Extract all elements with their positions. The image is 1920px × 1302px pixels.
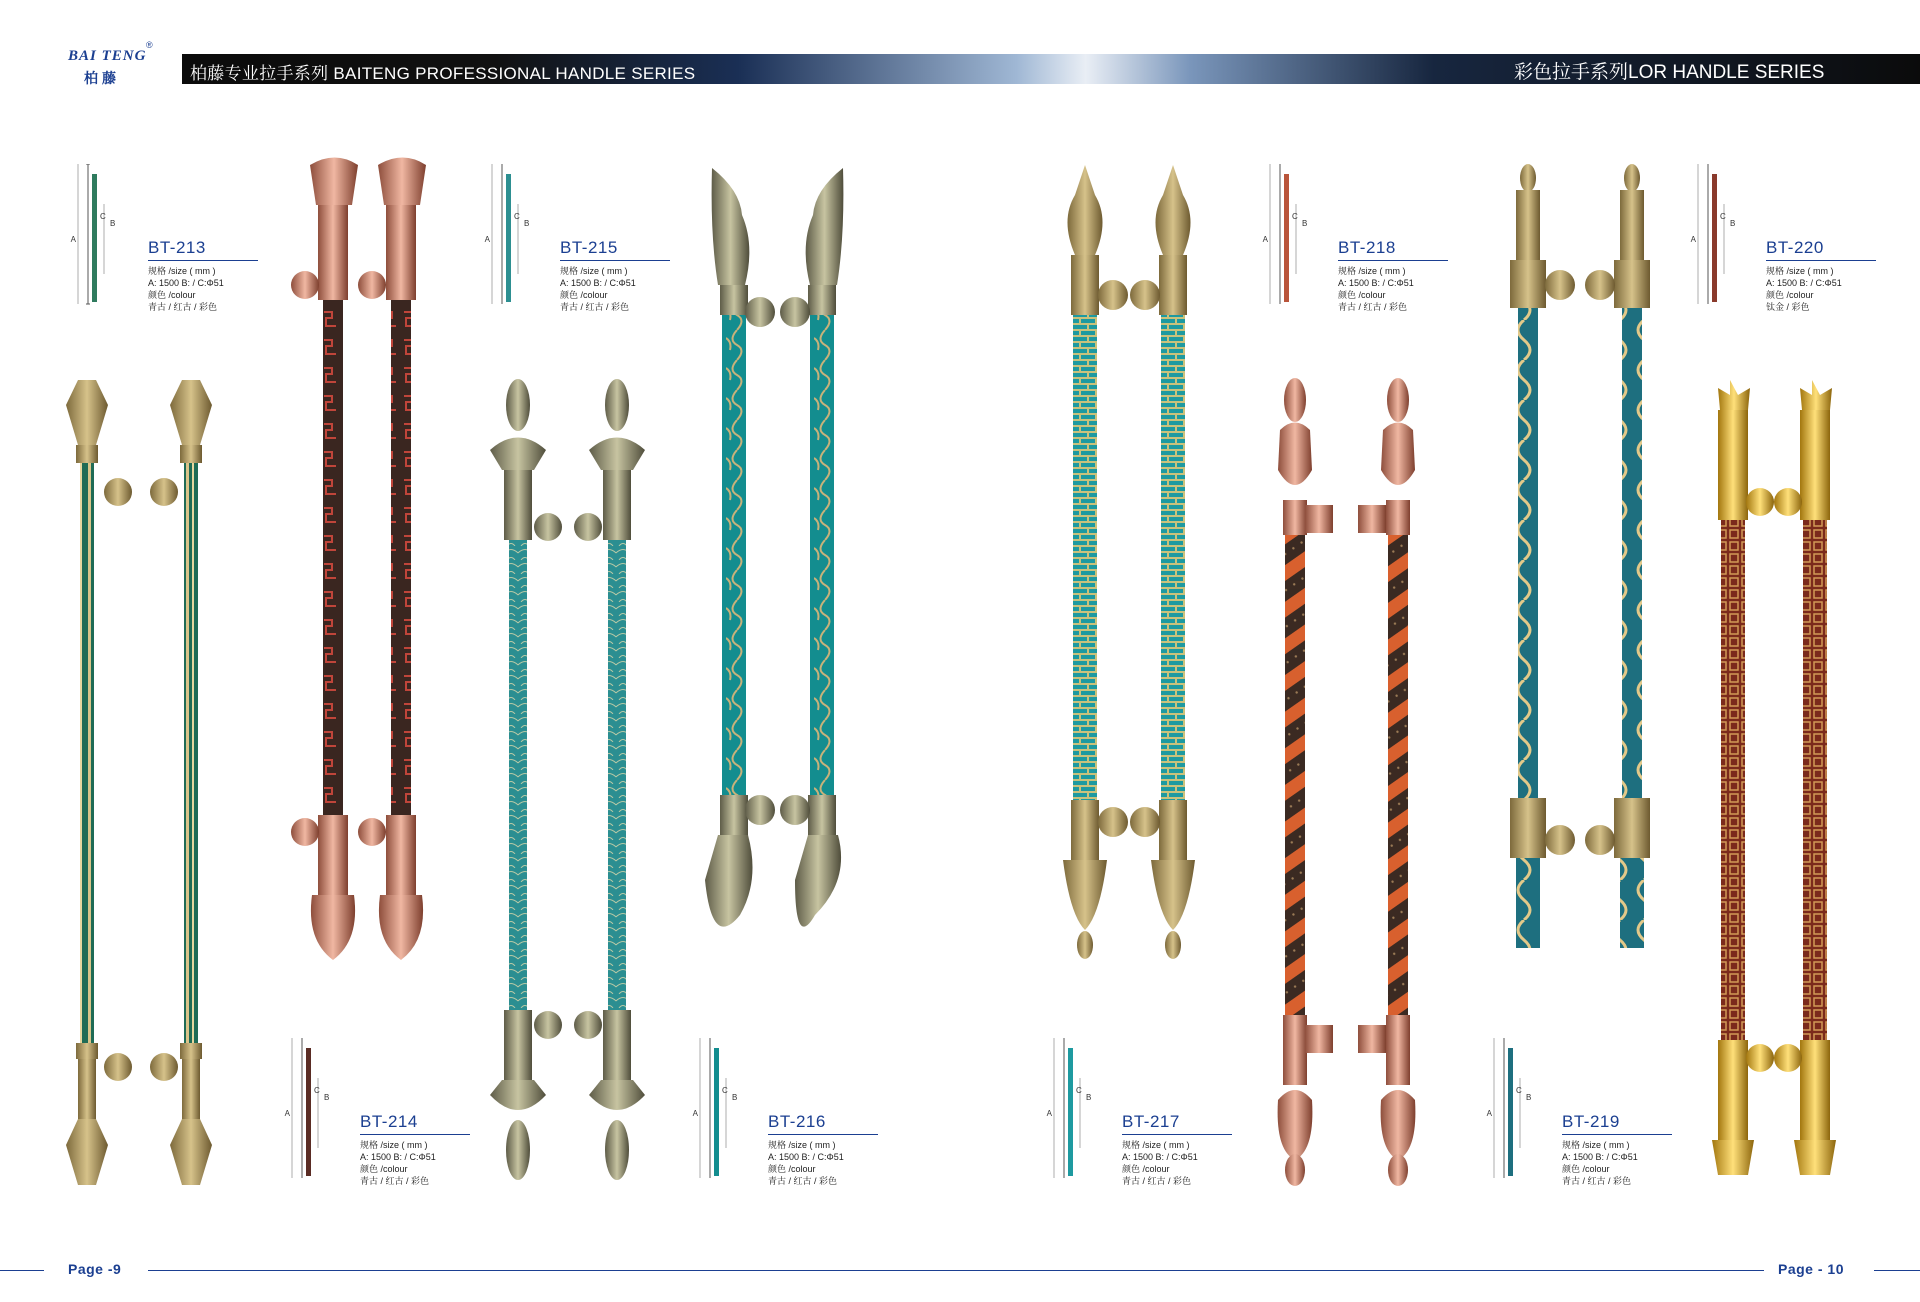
size-value: A: 1500 B: / C:Φ51 (1562, 1152, 1638, 1162)
dim-label-c: C (100, 212, 106, 221)
dim-label-b: B (1086, 1093, 1092, 1102)
size-value: A: 1500 B: / C:Φ51 (1766, 278, 1842, 288)
spec-block-bt-214 (262, 1038, 522, 1188)
dim-label-a: A (484, 235, 490, 244)
colour-value: 青古 / 红古 / 彩色 (148, 302, 218, 312)
colour-value: 青古 / 红古 / 彩色 (1338, 302, 1408, 312)
handle-bt-218 (1063, 165, 1195, 959)
series-title: 柏藤专业拉手系列 BAITENG PROFESSIONAL HANDLE SERIES (190, 64, 696, 83)
dimension-diagram (262, 1038, 342, 1188)
size-value: A: 1500 B: / C:Φ51 (560, 278, 636, 288)
colour-label: 颜色 /colour (560, 290, 608, 300)
dimension-diagram (1024, 1038, 1104, 1188)
product-code: BT-217 (1122, 1112, 1180, 1131)
product-code: BT-213 (148, 238, 206, 257)
size-value: A: 1500 B: / C:Φ51 (360, 1152, 436, 1162)
dim-label-a: A (1486, 1109, 1492, 1118)
spec-block-bt-217 (1024, 1038, 1284, 1188)
dimension-diagram (1464, 1038, 1544, 1188)
size-label: 规格 /size ( mm ) (1766, 266, 1834, 276)
dim-label-a: A (1262, 235, 1268, 244)
dim-label-a: A (284, 1109, 290, 1118)
code-underline (1766, 260, 1876, 261)
code-underline (560, 260, 670, 261)
product-code: BT-216 (768, 1112, 826, 1131)
size-value: A: 1500 B: / C:Φ51 (768, 1152, 844, 1162)
size-label: 规格 /size ( mm ) (1562, 1140, 1630, 1150)
size-label: 规格 /size ( mm ) (1338, 266, 1406, 276)
dim-label-b: B (1526, 1093, 1532, 1102)
colour-label: 颜色 /colour (1562, 1164, 1610, 1174)
code-underline (148, 260, 258, 261)
size-label: 规格 /size ( mm ) (1122, 1140, 1190, 1150)
brand-name: BAI TENG (68, 48, 147, 64)
handle-bt-220 (1510, 164, 1650, 948)
product-meta (768, 1139, 844, 1187)
dim-label-c: C (314, 1086, 320, 1095)
colour-label: 颜色 /colour (1338, 290, 1386, 300)
dim-label-a: A (692, 1109, 698, 1118)
product-meta (560, 265, 636, 313)
product-code: BT-219 (1562, 1112, 1620, 1131)
dimension-diagram (48, 164, 128, 314)
code-underline (1122, 1134, 1232, 1135)
product-meta (148, 265, 224, 313)
dim-label-b: B (1302, 219, 1308, 228)
spec-block-bt-220 (1668, 164, 1920, 314)
dim-label-b: B (324, 1093, 330, 1102)
size-label: 规格 /size ( mm ) (560, 266, 628, 276)
product-meta (1766, 265, 1842, 313)
size-value: A: 1500 B: / C:Φ51 (1122, 1152, 1198, 1162)
dim-label-c: C (1292, 212, 1298, 221)
colour-label: 颜色 /colour (360, 1164, 408, 1174)
spec-block-bt-216 (670, 1038, 930, 1188)
dimension-diagram (462, 164, 542, 314)
code-underline (768, 1134, 878, 1135)
size-label: 规格 /size ( mm ) (768, 1140, 836, 1150)
page-number-right: Page - 10 (1778, 1261, 1844, 1277)
series-subtitle: 彩色拉手系列LOR HANDLE SERIES (1514, 62, 1825, 83)
product-meta (360, 1139, 436, 1187)
colour-label: 颜色 /colour (1122, 1164, 1170, 1174)
dim-label-b: B (732, 1093, 738, 1102)
handle-bt-213 (66, 380, 212, 1185)
product-code: BT-215 (560, 238, 618, 257)
spec-block-bt-213 (48, 164, 308, 314)
product-meta (1122, 1139, 1198, 1187)
dim-label-b: B (524, 219, 530, 228)
colour-value: 青古 / 红古 / 彩色 (560, 302, 630, 312)
product-meta (1562, 1139, 1638, 1187)
dim-label-c: C (1076, 1086, 1082, 1095)
footer-rule (148, 1270, 1764, 1271)
dimension-diagram (670, 1038, 750, 1188)
code-underline (1562, 1134, 1672, 1135)
dim-label-b: B (110, 219, 116, 228)
handle-bt-216 (705, 168, 843, 927)
spec-block-bt-215 (462, 164, 722, 314)
handle-bt-217 (1278, 378, 1416, 1186)
dim-label-b: B (1730, 219, 1736, 228)
size-label: 规格 /size ( mm ) (148, 266, 216, 276)
dim-label-a: A (1046, 1109, 1052, 1118)
page-number-left: Page -9 (68, 1261, 122, 1277)
size-label: 规格 /size ( mm ) (360, 1140, 428, 1150)
spec-block-bt-219 (1464, 1038, 1724, 1188)
footer-rule-left-stub (0, 1270, 44, 1271)
colour-label: 颜色 /colour (148, 290, 196, 300)
footer-rule-right-stub (1874, 1270, 1920, 1271)
dim-label-c: C (1720, 212, 1726, 221)
product-code: BT-214 (360, 1112, 418, 1131)
product-code: BT-220 (1766, 238, 1824, 257)
size-value: A: 1500 B: / C:Φ51 (1338, 278, 1414, 288)
product-code: BT-218 (1338, 238, 1396, 257)
code-underline (360, 1134, 470, 1135)
spec-block-bt-218 (1240, 164, 1500, 314)
handle-bt-214 (291, 158, 426, 961)
colour-value: 钛金 / 彩色 (1766, 302, 1810, 312)
size-value: A: 1500 B: / C:Φ51 (148, 278, 224, 288)
dimension-diagram (1668, 164, 1748, 314)
dim-label-c: C (514, 212, 520, 221)
colour-label: 颜色 /colour (1766, 290, 1814, 300)
code-underline (1338, 260, 1448, 261)
dim-label-c: C (1516, 1086, 1522, 1095)
colour-value: 青古 / 红古 / 彩色 (1562, 1176, 1632, 1186)
colour-value: 青古 / 红古 / 彩色 (768, 1176, 838, 1186)
colour-label: 颜色 /colour (768, 1164, 816, 1174)
brand-name-cn: 柏藤 (84, 71, 120, 87)
registered-mark: ® (146, 40, 153, 50)
dim-label-c: C (722, 1086, 728, 1095)
dim-label-a: A (1690, 235, 1696, 244)
colour-value: 青古 / 红古 / 彩色 (1122, 1176, 1192, 1186)
product-meta (1338, 265, 1414, 313)
handle-bt-219 (1712, 380, 1836, 1175)
dim-label-a: A (70, 235, 76, 244)
dimension-diagram (1240, 164, 1320, 314)
colour-value: 青古 / 红古 / 彩色 (360, 1176, 430, 1186)
